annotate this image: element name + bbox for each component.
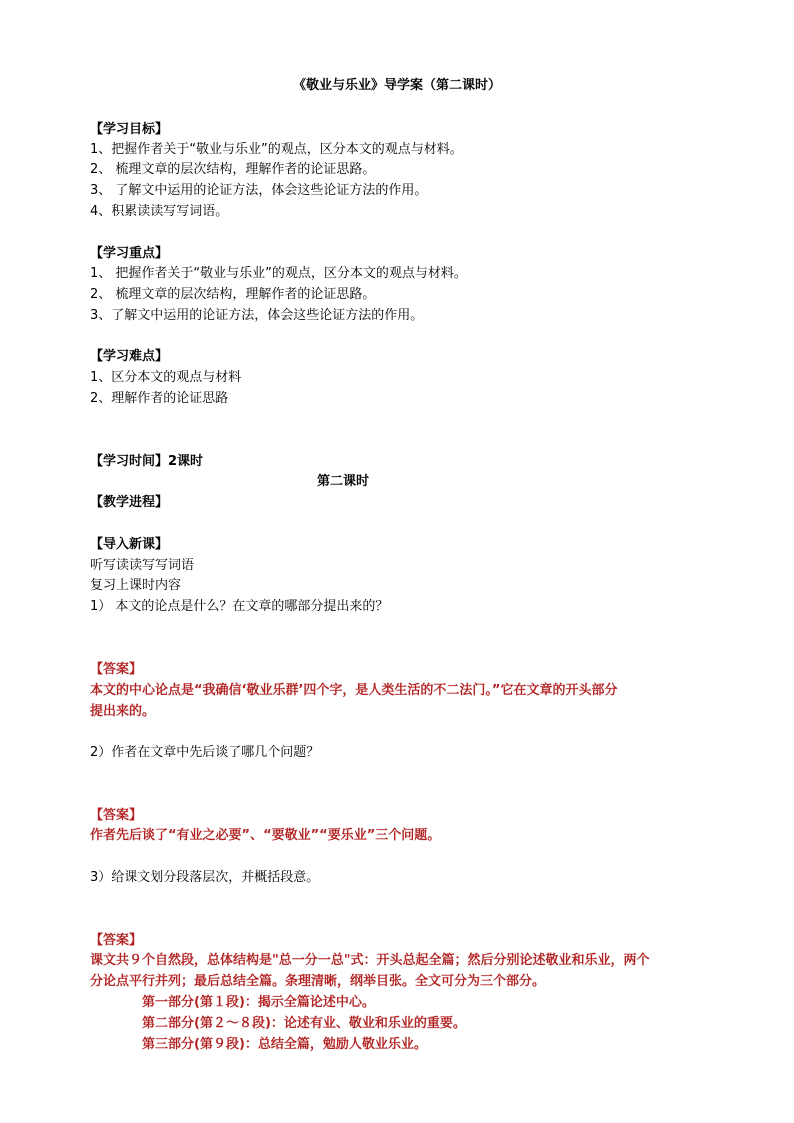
answer-2-label: 【答案】 — [90, 808, 143, 823]
objective-item: 1、把握作者关于“敬业与乐业”的观点，区分本文的观点与材料。 — [90, 142, 463, 157]
page-title: 《敬业与乐业》导学案（第二课时） — [292, 78, 501, 93]
answer-3-part: 第二部分(第２～８段)：论述有业、敬业和乐业的重要。 — [142, 1016, 466, 1031]
key-point-item: 3、了解文中运用的论证方法，体会这些论证方法的作用。 — [90, 308, 424, 323]
difficulty-item: 1、区分本文的观点与材料 — [90, 370, 242, 385]
intro-heading: 【导入新课】 — [90, 537, 169, 552]
answer-3-line: 分论点平行并列；最后总结全篇。条理清晰，纲举目张。全文可分为三个部分。 — [90, 974, 546, 989]
second-period-heading: 第二课时 — [316, 474, 369, 489]
objective-item: 3、 了解文中运用的论证方法，体会这些论证方法的作用。 — [90, 183, 428, 198]
study-time: 【学习时间】2课时 — [90, 454, 204, 469]
objectives-heading: 【学习目标】 — [90, 122, 169, 137]
answer-1-line: 提出来的。 — [90, 704, 156, 719]
key-points-heading: 【学习重点】 — [90, 246, 169, 261]
key-point-item: 2、 梳理文章的层次结构，理解作者的论证思路。 — [90, 287, 376, 302]
answer-1-line: 本文的中心论点是“我确信‘敬业乐群’四个字，是人类生活的不二法门。”它在文章的开头部分 — [90, 683, 618, 698]
difficulties-heading: 【学习难点】 — [90, 349, 169, 364]
objective-item: 2、 梳理文章的层次结构，理解作者的论证思路。 — [90, 162, 376, 177]
question-1: 1） 本文的论点是什么？在文章的哪部分提出来的？ — [90, 599, 389, 614]
difficulty-item: 2、理解作者的论证思路 — [90, 391, 229, 406]
intro-line: 听写读读写写词语 — [90, 558, 195, 573]
process-heading: 【教学进程】 — [90, 495, 169, 510]
key-point-item: 1、 把握作者关于“敬业与乐业”的观点，区分本文的观点与材料。 — [90, 266, 467, 281]
answer-1-label: 【答案】 — [90, 662, 143, 677]
question-2: 2）作者在文章中先后谈了哪几个问题？ — [90, 745, 320, 760]
answer-3-label: 【答案】 — [90, 933, 143, 948]
answer-3-part: 第一部分(第１段)：揭示全篇论述中心。 — [142, 995, 375, 1010]
answer-2-text: 作者先后谈了“有业之必要”、“要敬业”“要乐业”三个问题。 — [90, 828, 441, 843]
answer-3-line: 课文共９个自然段，总体结构是"总一分一总"式：开头总起全篇；然后分别论述敬业和乐业，两个 — [90, 953, 650, 968]
question-3: 3）给课文划分段落层次，并概括段意。 — [90, 870, 320, 885]
objective-item: 4、积累读读写写词语。 — [90, 204, 229, 219]
answer-3-part: 第三部分(第９段)：总结全篇，勉励人敬业乐业。 — [142, 1037, 427, 1052]
intro-line: 复习上课时内容 — [90, 578, 182, 593]
